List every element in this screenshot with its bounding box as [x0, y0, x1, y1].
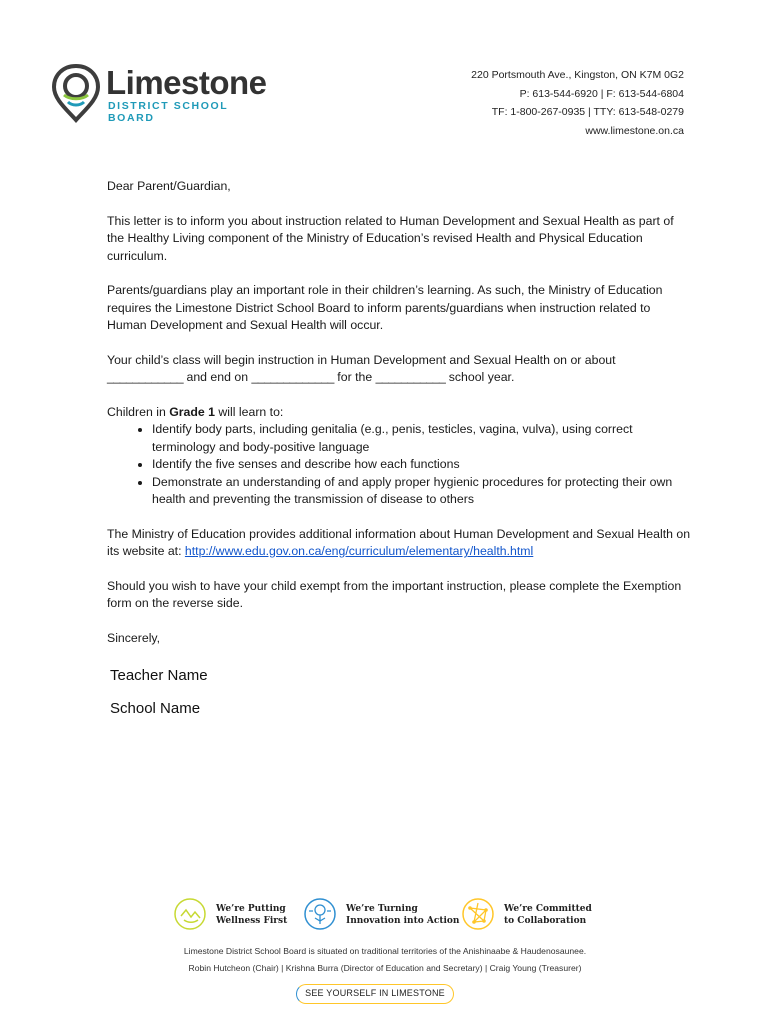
pillar-collaboration-line1: We’re Committed: [504, 904, 592, 914]
limestone-logo-icon: [50, 62, 102, 124]
footer: [0, 943, 770, 976]
grade-level: Grade 1: [169, 404, 215, 419]
ministry-link[interactable]: http://www.edu.gov.on.ca/eng/curriculum/elementary/health.html: [184, 544, 534, 558]
collaboration-icon: [460, 896, 496, 932]
innovation-icon: [302, 896, 338, 932]
closing: Sincerely,: [107, 630, 161, 645]
teacher-name: Teacher Name: [110, 667, 208, 684]
dates-line-1: Your child’s class will begin instruction in Human Development and Sexual Health on or about: [107, 352, 616, 367]
address-phone-fax: P: 613-544-6920 | F: 613-544-6804: [519, 87, 684, 100]
footer-territory: Limestone District School Board is situated on traditional territories of the Anishinaabe & Haudenosaunee.: [183, 946, 587, 956]
letter-body: [107, 178, 692, 664]
pillar-collaboration-text: [504, 904, 592, 927]
address-website[interactable]: www.limestone.on.ca: [585, 124, 684, 137]
learning-list: [107, 421, 692, 509]
pillar-collaboration-line2: to Collaboration: [504, 915, 587, 926]
pillar-wellness-text: [216, 904, 287, 927]
paragraph-dates: [107, 352, 692, 387]
address-tf-tty: TF: 1-800-267-0935 | TTY: 613-548-0279: [491, 106, 684, 118]
paragraph-ministry: [107, 526, 692, 561]
pillar-innovation-text: [346, 904, 459, 927]
paragraph-exemption: Should you wish to have your child exempt from the important instruction, please complete the Exemption form on the reverse side.: [107, 578, 682, 610]
slogan-badge: SEE YOURSELF IN LIMESTONE: [296, 984, 454, 1004]
paragraph-intro: This letter is to inform you about instruction related to Human Development and Sexual Health as part of the Healthy Living component of the Ministry of Education’s revised Health and Physical Education curriculum.: [107, 213, 674, 263]
grade-intro: [107, 404, 692, 422]
paragraph-role: Parents/guardians play an important role in their children’s learning. As such, the Ministry of Education requires the Limestone District School Board to inform parents/guardians when instruction related to Human Development and Sexual Health will occur.: [107, 283, 663, 332]
wellness-icon: [172, 896, 208, 932]
end-date-blank: _____________: [251, 370, 334, 384]
salutation: Dear Parent/Guardian,: [107, 179, 231, 193]
pillar-innovation-line2: Innovation into Action: [346, 915, 460, 926]
address-block: [471, 66, 684, 140]
list-item: • Demonstrate an understanding of and apply proper hygienic procedures for protecting their own health and preventing the transmission of disease to others: [152, 474, 692, 509]
list-item: • Identify the five senses and describe how each functions: [152, 456, 692, 474]
pillar-innovation-line1: We’re Turning: [346, 904, 418, 914]
logo-subtitle: DISTRICT SCHOOL BOARD: [108, 100, 229, 124]
start-date-blank: ____________: [107, 370, 184, 384]
address-street: 220 Portsmouth Ave., Kingston, ON K7M 0G2: [471, 69, 684, 81]
and-end-on-text: and end on: [183, 370, 252, 384]
school-name: School Name: [110, 700, 201, 717]
pillar-wellness-line2: Wellness First: [216, 915, 288, 926]
for-the-text: for the: [333, 370, 376, 384]
will-learn-text: will learn to:: [215, 404, 284, 419]
list-item: • Identify body parts, including genitalia (e.g., penis, testicles, vagina, vulva), using correct terminology and body-positive language: [152, 421, 692, 456]
logo-name: Limestone: [106, 64, 267, 101]
children-in-text: Children in: [107, 404, 170, 419]
pillar-wellness-line1: We’re Putting: [216, 904, 286, 914]
pillars-row: [172, 896, 602, 938]
board-logo: [50, 62, 270, 124]
ministry-text: The Ministry of Education provides additional information about Human Development and Sexual Health on its website at:: [107, 526, 691, 558]
school-year-text: school year.: [445, 370, 515, 384]
school-year-blank: ___________: [375, 370, 446, 384]
footer-officers: Robin Hutcheon (Chair) | Krishna Burra (Director of Education and Secretary) | Craig Young (Treasurer): [188, 962, 582, 973]
